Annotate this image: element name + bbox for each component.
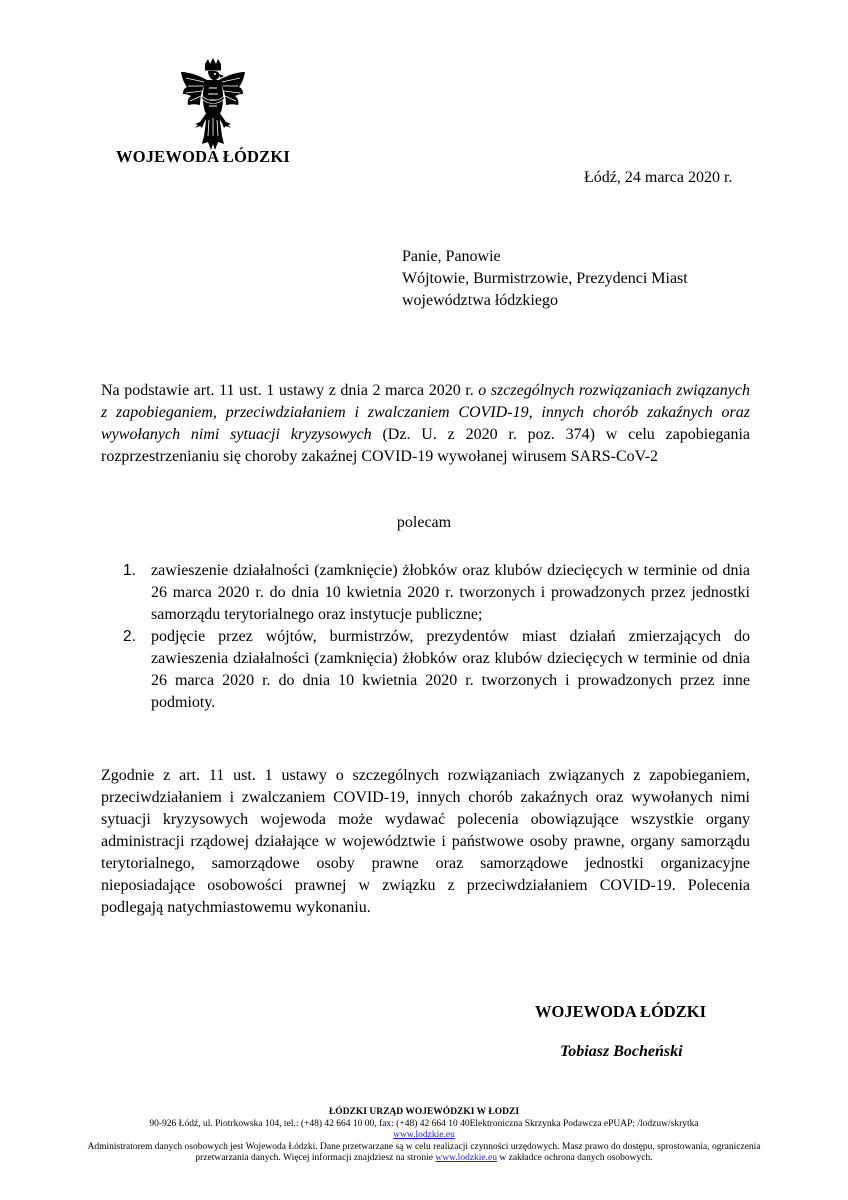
list-item-text: zawieszenie działalności (zamknięcie) żłobków oraz klubów dziecięcych w terminie od dnia 26 marca 2020 r. do dnia 10 kwietnia 2020 r. tworzonych i prowadzonych przez jednostki samorządu terytorialnego oraz instytucje publiczne; (151, 562, 750, 623)
footer-privacy-link[interactable]: www.lodzkie.eu (435, 1153, 497, 1163)
footer-privacy-text: w zakładce ochrona danych osobowych. (497, 1153, 653, 1163)
signature-title: WOJEWODA ŁÓDZKI (535, 1002, 706, 1021)
eagle-emblem-icon (178, 58, 248, 154)
decision-word: polecam (396, 514, 452, 531)
intro-text: Na podstawie art. 11 ust. 1 ustawy z dnia 2 marca 2020 r. (101, 382, 479, 399)
act-title: o szczególnych rozwiązaniach związanych z zapobieganiem, przeciwdziałaniem i zwalczaniem COVID-19, innych chorób zakaźnych oraz wywołanych nimi sytuacji kryzysowych (101, 382, 750, 443)
issuer-title: WOJEWODA ŁÓDZKI (116, 147, 290, 166)
list-item-number: 1. (123, 562, 136, 579)
footer-privacy (60, 1142, 788, 1165)
addressee-line: Wójtowie, Burmistrzowie, Prezydenci Miast (402, 270, 688, 287)
footer-privacy-text: Administratorem danych osobowych jest Wojewoda Łódzki. Dane przetwarzane są w celu realizacji czynności urzędowych. Masz prawo do dostępu, sprostowania, ograniczenia przetwarzania danych. Więcej informacji znajdziesz na stronie (87, 1141, 761, 1163)
addressee-block (402, 246, 688, 312)
footer-contact: 90-926 Łódź, ul. Piotrkowska 104, tel.: (+48) 42 664 10 00, fax: (+48) 42 664 10 40Elektroniczna Skrzynka Podawcza ePUAP: /lodzuw/skrytka (149, 1118, 699, 1129)
intro-paragraph (101, 380, 750, 468)
signature-name: Tobiasz Bocheński (560, 1043, 683, 1060)
footer-website-link[interactable]: www.lodzkie.eu (393, 1130, 455, 1140)
intro-text: (Dz. U. z 2020 r. poz. 374) w celu zapobiegania rozprzestrzenianiu się choroby zakaźnej COVID-19 wywołanej wirusem SARS-CoV-2 (101, 426, 750, 465)
footer (60, 1107, 788, 1165)
document-date: Łódź, 24 marca 2020 r. (584, 169, 733, 186)
list-item (101, 626, 750, 714)
list-item (101, 560, 750, 626)
footer-office: ŁÓDZKI URZĄD WOJEWÓDZKI W ŁODZI (328, 1107, 520, 1117)
addressee-line: Panie, Panowie (402, 248, 501, 265)
legal-note-paragraph: Zgodnie z art. 11 ust. 1 ustawy o szczególnych rozwiązaniach związanych z zapobieganiem, przeciwdziałaniem i zwalczaniem COVID-19, innych chorób zakaźnych oraz wywołanych nimi sytuacji kryzysowych wojewoda może wydawać polecenia obowiązujące wszystkie organy administracji rządowej działające w województwie i państwowe osoby prawne, organy samorządu terytorialnego, samorządowe osoby prawne oraz samorządowe jednostki organizacyjne nieposiadające osobowości prawnej w związku z przeciwdziałaniem COVID-19. Polecenia podlegają natychmiastowemu wykonaniu. (101, 767, 750, 916)
list-item-number: 2. (123, 628, 136, 645)
list-item-text: podjęcie przez wójtów, burmistrzów, prezydentów miast działań zmierzających do zawieszenia działalności (zamknięcia) żłobków oraz klubów dziecięcych w terminie od dnia 26 marca 2020 r. do dnia 10 kwietnia 2020 r. tworzonych i prowadzonych przez inne podmioty. (151, 628, 750, 711)
addressee-line: województwa łódzkiego (402, 292, 558, 309)
orders-list (101, 560, 750, 714)
